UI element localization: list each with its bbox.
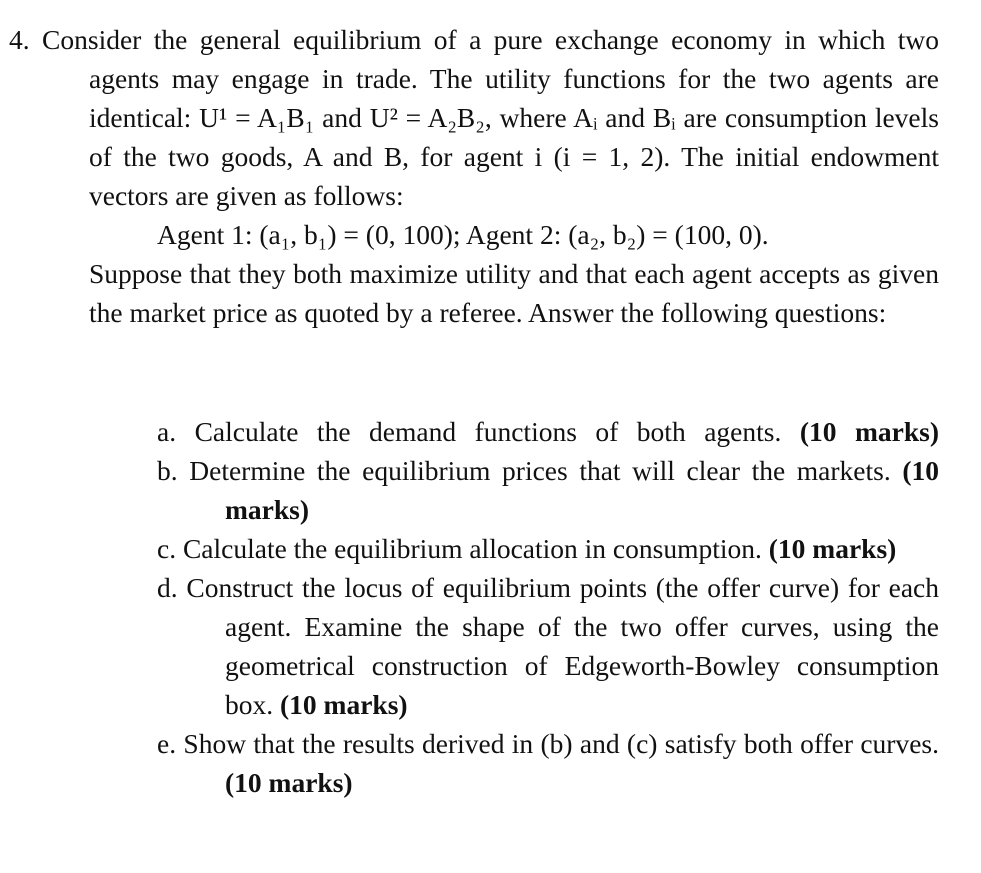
part-text: Show that the results derived in (b) and (c) satisfy both offer curves. [183,728,939,759]
part-marks: (10 marks) [768,533,897,564]
part-label: a. [157,416,177,447]
question-number: 4. [9,24,30,55]
part-label: c. [157,533,177,564]
assumption-paragraph: Suppose that they both maximize utility and that each agent accepts as given the market price as quoted by a referee. Answer the following questions: [89,258,939,328]
intro-paragraph [9,20,939,215]
part-label: e. [157,728,177,759]
intro-text: Consider the general equilibrium of a pure exchange economy in which two agents may engage in trade. The utility functions for the two agents are identical: U¹ = A₁B₁ and U² = A₂B₂, where Aᵢ and Bᵢ are consumption levels of the two goods, A and B, for agent i (i = 1, 2). The initial endowment vectors are given as follows: [42,24,940,211]
part-marks: (10 marks) [799,416,939,447]
part-b [157,451,939,529]
part-d [157,568,939,724]
part-text: Calculate the demand functions of both agents. [194,416,782,447]
part-marks: (10 marks) [225,455,940,525]
part-label: b. [157,455,178,486]
part-text: Determine the equilibrium prices that will clear the markets. [189,455,891,486]
part-e [157,724,939,802]
question-parts [157,412,939,802]
part-a [157,412,939,451]
question-4-intro [9,20,939,215]
part-marks: (10 marks) [280,689,408,720]
endowment-vectors: Agent 1: (a₁, b₁) = (0, 100); Agent 2: (a₂, b₂) = (100, 0). [157,219,769,250]
part-marks: (10 marks) [225,767,353,798]
part-text: Calculate the equilibrium allocation in consumption. [182,533,762,564]
part-text: Construct the locus of equilibrium points (the offer curve) for each agent. Examine the shape of the two offer curves, using the geometrical construction of Edgeworth-Bowley consumption box. [186,572,940,720]
part-label: d. [157,572,178,603]
part-c [157,529,939,568]
